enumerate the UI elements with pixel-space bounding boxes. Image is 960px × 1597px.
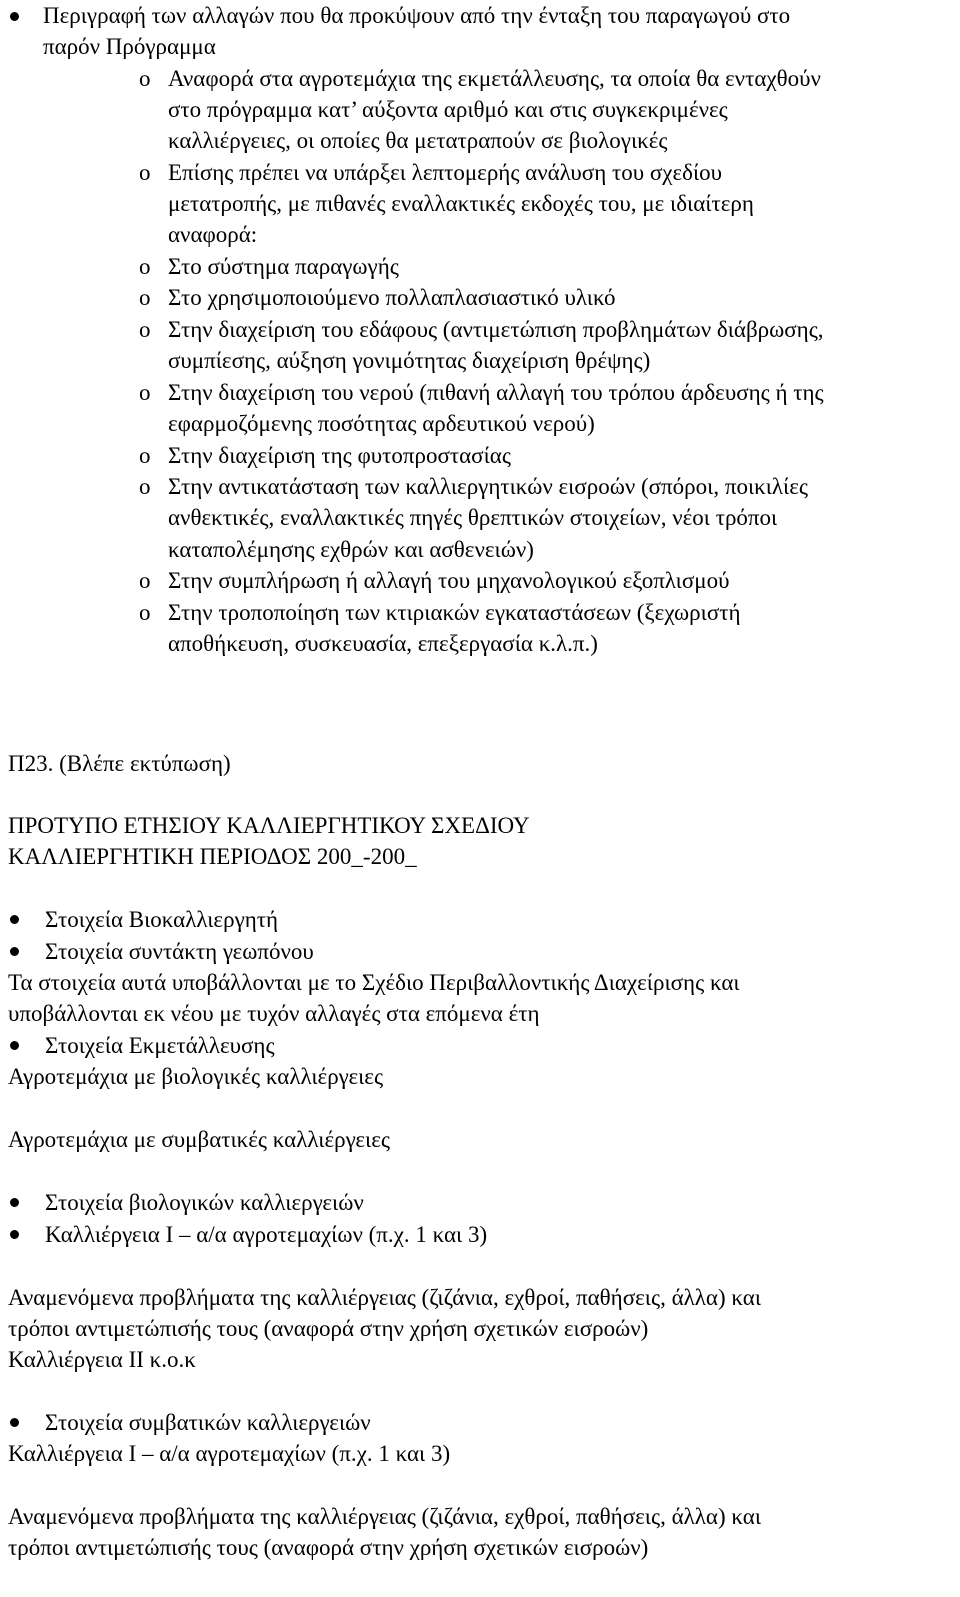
bullet-dot — [10, 12, 19, 21]
sub-item-5-line-1: Στην διαχείριση του εδάφους (αντιμετώπιση προβλημάτων διάβρωσης, — [168, 317, 824, 342]
organic-crops-heading: Στοιχεία βιολογικών καλλιεργειών — [45, 1190, 364, 1215]
organic-plots-label: Αγροτεμάχια με βιολογικές καλλιέργειες — [8, 1064, 384, 1089]
bullet-dot — [10, 1041, 19, 1050]
conventional-crop-1: Καλλιέργεια Ι – α/α αγροτεμαχίων (π.χ. 1 και 3) — [8, 1441, 451, 1466]
conventional-problems-line-2: τρόποι αντιμετώπισής τους (αναφορά στην χρήση σχετικών εισροών) — [8, 1535, 649, 1560]
organic-problems-line-2: τρόποι αντιμετώπισής τους (αναφορά στην χρήση σχετικών εισροών) — [8, 1316, 649, 1341]
sub-item-1-line-2: στο πρόγραμμα κατ’ αύξοντα αριθμό και στις συγκεκριμένες — [168, 97, 728, 122]
sub-bullet-marker: o — [139, 317, 151, 342]
sub-bullet-marker: o — [139, 254, 151, 279]
sub-item-2-line-2: μετατροπής, με πιθανές εναλλακτικές εκδοχές του, με ιδιαίτερη — [168, 191, 754, 216]
sub-item-2-line-3: αναφορά: — [168, 222, 258, 247]
sub-bullet-marker: o — [139, 285, 151, 310]
submission-note-line-1: Τα στοιχεία αυτά υποβάλλονται με το Σχέδιο Περιβαλλοντικής Διαχείρισης και — [8, 970, 740, 995]
conventional-problems-line-1: Αναμενόμενα προβλήματα της καλλιέργειας (ζιζάνια, εχθροί, παθήσεις, άλλα) και — [8, 1504, 762, 1529]
sub-item-3: Στο σύστημα παραγωγής — [168, 254, 399, 279]
sub-item-4: Στο χρησιμοποιούμενο πολλαπλασιαστικό υλικό — [168, 285, 616, 310]
bullet-dot — [10, 947, 19, 956]
sub-item-1-line-1: Αναφορά στα αγροτεμάχια της εκμετάλλευσης, τα οποία θα ενταχθούν — [168, 66, 821, 91]
sub-bullet-marker: o — [139, 600, 151, 625]
sub-bullet-marker: o — [139, 160, 151, 185]
agronomist-data-heading: Στοιχεία συντάκτη γεωπόνου — [45, 939, 314, 964]
sub-bullet-marker: o — [139, 443, 151, 468]
holding-data-heading: Στοιχεία Εκμετάλλευσης — [45, 1033, 275, 1058]
sub-item-8-line-2: ανθεκτικές, εναλλακτικές πηγές θρεπτικών στοιχείων, νέοι τρόποι — [168, 505, 778, 530]
conventional-crops-heading: Στοιχεία συμβατικών καλλιεργειών — [45, 1410, 371, 1435]
organic-problems-line-1: Αναμενόμενα προβλήματα της καλλιέργειας (ζιζάνια, εχθροί, παθήσεις, άλλα) και — [8, 1285, 762, 1310]
organic-crop-2: Καλλιέργεια ΙΙ κ.ο.κ — [8, 1347, 196, 1372]
sub-item-10-line-2: αποθήκευση, συσκευασία, επεξεργασία κ.λ.π.) — [168, 631, 598, 656]
sub-item-8-line-1: Στην αντικατάσταση των καλλιεργητικών εισροών (σπόροι, ποικιλίες — [168, 474, 809, 499]
intro-line-2: παρόν Πρόγραμμα — [43, 34, 216, 59]
sub-item-8-line-3: καταπολέμησης εχθρών και ασθενειών) — [168, 537, 534, 562]
intro-line-1: Περιγραφή των αλλαγών που θα προκύψουν από την ένταξη του παραγωγού στο — [43, 3, 791, 28]
bullet-dot — [10, 915, 19, 924]
bullet-dot — [10, 1230, 19, 1239]
sub-item-10-line-1: Στην τροποποίηση των κτιριακών εγκαταστάσεων (ξεχωριστή — [168, 600, 741, 625]
sub-item-7: Στην διαχείριση της φυτοπροστασίας — [168, 443, 511, 468]
form-title-line-1: ΠΡΟΤΥΠΟ ΕΤΗΣΙΟΥ ΚΑΛΛΙΕΡΓΗΤΙΚΟΥ ΣΧΕΔΙΟΥ — [8, 813, 530, 838]
sub-bullet-marker: o — [139, 474, 151, 499]
sub-item-9: Στην συμπλήρωση ή αλλαγή του μηχανολογικού εξοπλισμού — [168, 568, 730, 593]
sub-item-6-line-2: εφαρμοζόμενης ποσότητας αρδευτικού νερού) — [168, 411, 595, 436]
bullet-dot — [10, 1418, 19, 1427]
form-title-line-2: ΚΑΛΛΙΕΡΓΗΤΙΚΗ ΠΕΡΙΟΔΟΣ 200_-200_ — [8, 844, 417, 869]
bullet-dot — [10, 1198, 19, 1207]
submission-note-line-2: υποβάλλονται εκ νέου με τυχόν αλλαγές στα επόμενα έτη — [8, 1001, 540, 1026]
sub-item-1-line-3: καλλιέργειες, οι οποίες θα μετατραπούν σε βιολογικές — [168, 128, 668, 153]
sub-bullet-marker: o — [139, 380, 151, 405]
section-reference: Π23. (Βλέπε εκτύπωση) — [8, 751, 231, 776]
sub-item-5-line-2: συμπίεσης, αύξηση γονιμότητας διαχείριση θρέψης) — [168, 348, 651, 373]
sub-item-6-line-1: Στην διαχείριση του νερού (πιθανή αλλαγή του τρόπου άρδευσης ή της — [168, 380, 824, 405]
sub-bullet-marker: o — [139, 66, 151, 91]
conventional-plots-label: Αγροτεμάχια με συμβατικές καλλιέργειες — [8, 1127, 390, 1152]
organic-crop-1: Καλλιέργεια Ι – α/α αγροτεμαχίων (π.χ. 1 και 3) — [45, 1222, 488, 1247]
sub-item-2-line-1: Επίσης πρέπει να υπάρξει λεπτομερής ανάλυση του σχεδίου — [168, 160, 723, 185]
farmer-data-heading: Στοιχεία Βιοκαλλιεργητή — [45, 907, 279, 932]
sub-bullet-marker: o — [139, 568, 151, 593]
